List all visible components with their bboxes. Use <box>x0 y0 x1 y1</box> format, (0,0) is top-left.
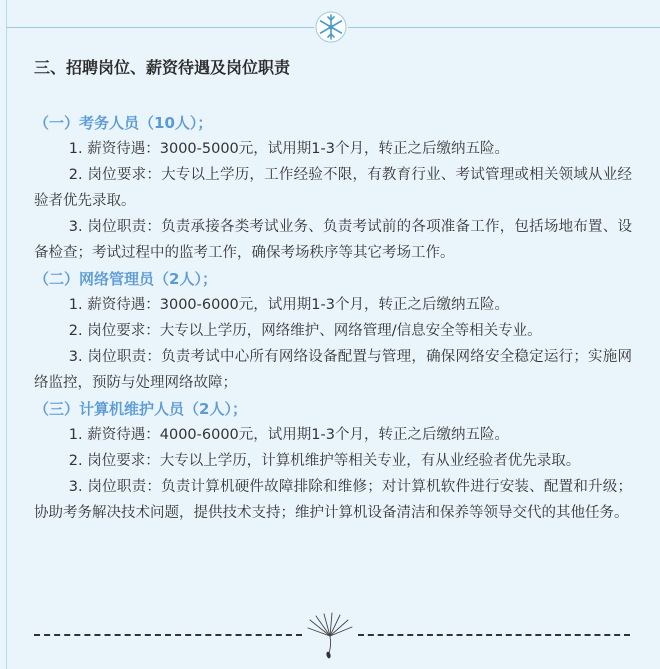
category-item: 1. 薪资待遇：3000-5000元，试用期1-3个月，转正之后缴纳五险。 <box>68 141 509 157</box>
left-border-line <box>6 0 7 669</box>
category-item: 3. 岗位职责：负责计算机硬件故障排除和维修；对计算机软件进行安装、配置和升级；协助考务解决技术问题，提供技术支持；维护计算机设备清洁和保养等领导交代的其他任务。 <box>34 479 632 521</box>
category-title: （一）考务人员（10人）； <box>34 114 213 132</box>
bottom-divider <box>34 610 630 660</box>
category-item: 2. 岗位要求：大专以上学历，计算机维护等相关专业，有从业经验者优先录取。 <box>68 453 581 469</box>
dashed-line-right <box>358 634 630 636</box>
category-item: 2. 岗位要求：大专以上学历，工作经验不限，有教育行业、考试管理或相关领域从业经验者优先录取。 <box>34 167 632 209</box>
dandelion-seed-icon <box>302 610 358 660</box>
snowflake-icon <box>314 10 348 44</box>
category-block <box>34 266 632 396</box>
category-block <box>34 110 632 266</box>
category-title: （二）网络管理员（2人）； <box>34 270 217 288</box>
category-item: 2. 岗位要求：大专以上学历，网络维护、网络管理/信息安全等相关专业。 <box>68 323 542 339</box>
category-block <box>34 396 632 526</box>
dashed-line-left <box>34 634 302 636</box>
recruitment-content <box>34 56 632 526</box>
section-heading: 三、招聘岗位、薪资待遇及岗位职责 <box>34 58 291 77</box>
category-title: （三）计算机维护人员（2人）； <box>34 400 247 418</box>
category-item: 3. 岗位职责：负责考试中心所有网络设备配置与管理，确保网络安全稳定运行；实施网络监控，预防与处理网络故障； <box>34 349 632 391</box>
category-item: 1. 薪资待遇：3000-6000元，试用期1-3个月，转正之后缴纳五险。 <box>68 297 509 313</box>
category-item: 3. 岗位职责：负责承接各类考试业务、负责考试前的各项准备工作，包括场地布置、设备检查；考试过程中的监考工作，确保考场秩序等其它考场工作。 <box>34 219 632 261</box>
category-item: 1. 薪资待遇：4000-6000元，试用期1-3个月，转正之后缴纳五险。 <box>68 427 509 443</box>
